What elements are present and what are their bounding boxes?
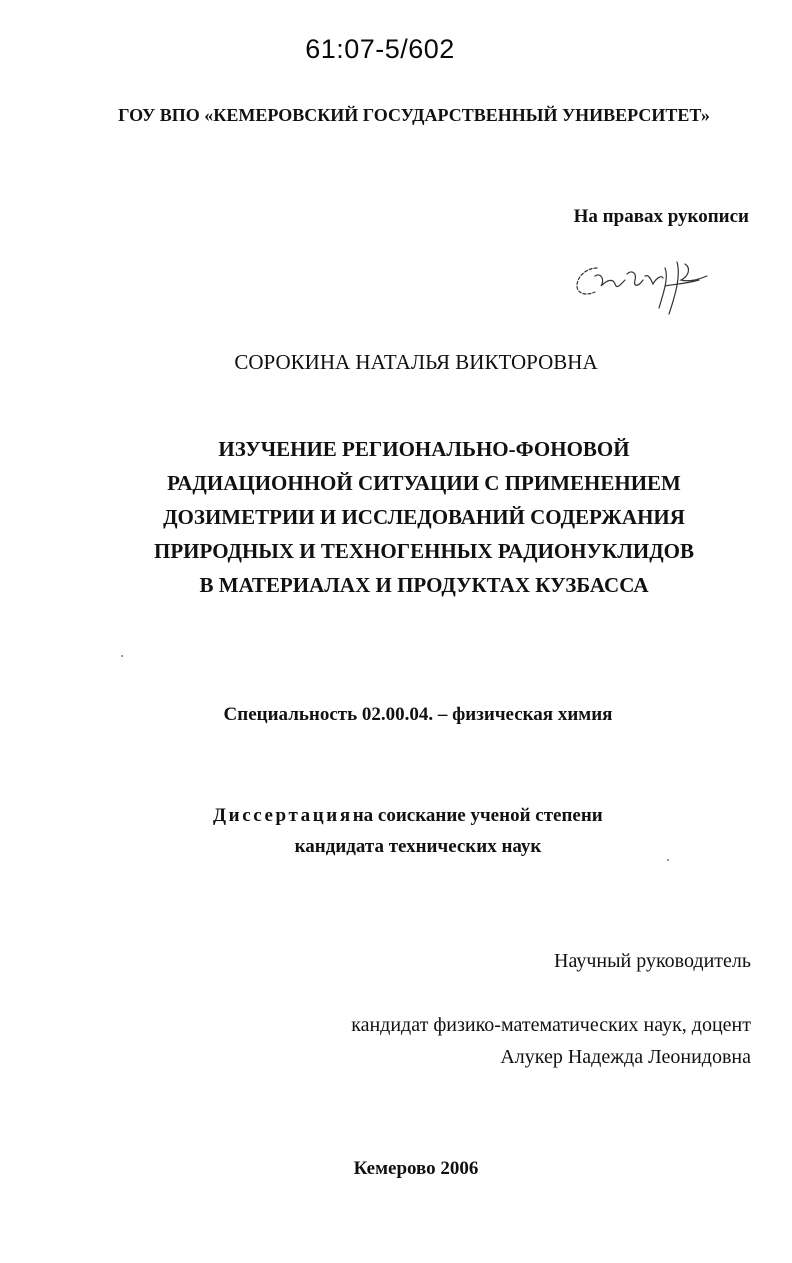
supervisor-name: Алукер Надежда Леонидовна [500,1046,751,1068]
dissertation-line-1 [213,805,603,827]
title-line: ПРИРОДНЫХ И ТЕХНОГЕННЫХ РАДИОНУКЛИДОВ [154,539,694,563]
speciality-line: Специальность 02.00.04. – физическая химия [223,704,613,725]
archive-code: 61:07-5/602 [305,34,455,64]
title-line: В МАТЕРИАЛАХ И ПРОДУКТАХ КУЗБАССА [199,573,649,597]
title-line: РАДИАЦИОННОЙ СИТУАЦИИ С ПРИМЕНЕНИЕМ [167,471,681,495]
dissertation-line-2: кандидата технических наук [294,836,542,857]
author-name: СОРОКИНА НАТАЛЬЯ ВИКТОРОВНА [234,350,598,374]
dissertation-word: Диссертация [213,805,353,826]
supervisor-label: Научный руководитель [554,950,751,972]
dissertation-title [0,432,792,602]
scan-speck [667,859,669,861]
title-line: ИЗУЧЕНИЕ РЕГИОНАЛЬНО-ФОНОВОЙ [218,437,630,461]
city-year: Кемерово 2006 [353,1158,479,1179]
university-name: ГОУ ВПО «КЕМЕРОВСКИЙ ГОСУДАРСТВЕННЫЙ УНИВЕРСИТЕТ» [118,105,710,125]
dissertation-line-1-rest: на соискание ученой степени [352,805,603,826]
rights-notice: На правах рукописи [573,206,749,227]
scan-speck [121,655,123,657]
signature-image [565,250,725,320]
supervisor-degree: кандидат физико-математических наук, доцент [351,1014,751,1036]
title-line: ДОЗИМЕТРИИ И ИССЛЕДОВАНИЙ СОДЕРЖАНИЯ [163,505,685,529]
